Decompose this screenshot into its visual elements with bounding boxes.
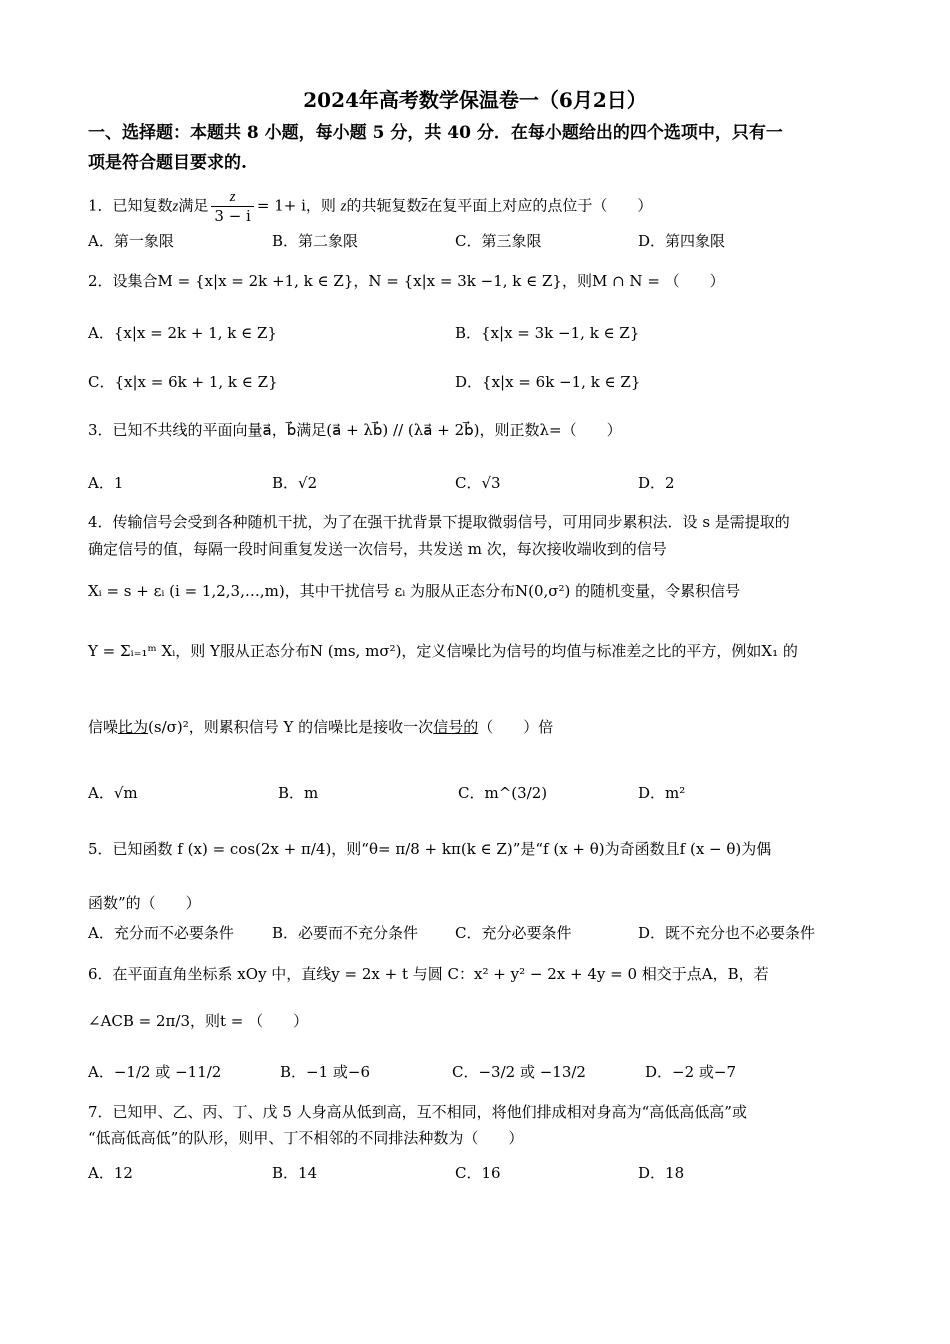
- q5-line-1: 5．已知函数 f (x) = cos(2x + π/4)，则“θ= π/8 + kπ(k ∈ Z)”是“f (x + θ)为奇函数且f (x − θ)为偶: [88, 840, 772, 858]
- section-heading-line2: 项是符合题目要求的.: [88, 153, 247, 173]
- q7-line-1: 7．已知甲、乙、丙、丁、戊 5 人身高从低到高，互不相同，将他们排成相对身高为“高低高低高”或: [88, 1103, 747, 1121]
- q7-option-b[interactable]: B．14: [272, 1164, 318, 1182]
- q4-option-d[interactable]: D．m²: [638, 784, 686, 802]
- q1-frac-num: z: [211, 188, 253, 207]
- q1-var: z: [172, 198, 179, 215]
- q7-option-a[interactable]: A．12: [88, 1164, 133, 1182]
- q1-fraction: [211, 188, 253, 225]
- q4-option-c[interactable]: C．m^(3/2): [458, 784, 548, 802]
- q1-option-d[interactable]: D．第四象限: [638, 232, 726, 250]
- q5-option-b[interactable]: B．必要而不充分条件: [272, 924, 419, 942]
- q5-option-a[interactable]: A．充分而不必要条件: [88, 924, 234, 942]
- q3-option-d[interactable]: D．2: [638, 474, 675, 492]
- q1-option-a[interactable]: A．第一象限: [88, 232, 174, 250]
- q1-text-b: 满足: [178, 196, 209, 215]
- q4-line-5: [88, 716, 553, 738]
- q7-line-2: “低高低高低”的队形，则甲、丁不相邻的不同排法种数为（ ）: [88, 1129, 524, 1147]
- q7-option-c[interactable]: C．16: [455, 1164, 501, 1182]
- q1-option-b[interactable]: B．第二象限: [272, 232, 359, 250]
- q4-line-1: 4．传输信号会受到各种随机干扰，为了在强干扰背景下提取微弱信号，可用同步累积法．设 s 是需提取的: [88, 513, 790, 531]
- q5-option-c[interactable]: C．充分必要条件: [455, 924, 572, 942]
- question-3: 3．已知不共线的平面向量a⃗，b⃗满足(a⃗ + λb⃗) // (λa⃗ + 2b⃗)，则正数λ=（ ）: [88, 421, 622, 439]
- q1-var-2: z: [340, 198, 347, 215]
- q4-option-a[interactable]: A．√m: [88, 784, 138, 802]
- q3-option-a[interactable]: A．1: [88, 474, 124, 492]
- q2-option-a[interactable]: A．{x|x = 2k + 1, k ∈ Z}: [88, 324, 277, 342]
- q6-line-2: ∠ACB = 2π/3，则t = （ ）: [88, 1012, 309, 1030]
- q1-conjugate: $\overline{z}$: [421, 198, 428, 215]
- q2-option-b[interactable]: B．{x|x = 3k −1, k ∈ Z}: [455, 324, 640, 342]
- question-1: [88, 188, 652, 225]
- q4-option-b[interactable]: B．m: [278, 784, 319, 802]
- q6-option-b[interactable]: B．−1 或−6: [280, 1063, 371, 1081]
- q5-line-2: 函数”的（ ）: [88, 894, 201, 912]
- q4-line5-a: 信噪: [88, 718, 119, 736]
- q1-text-e: 在复平面上对应的点位于（ ）: [427, 196, 653, 215]
- q4-line5-c: (s/σ)²，则累积信号 Y 的信噪比是接收一次: [148, 718, 434, 736]
- q1-option-c[interactable]: C．第三象限: [455, 232, 542, 250]
- q3-option-c[interactable]: C．√3: [455, 474, 501, 492]
- q6-option-a[interactable]: A．−1/2 或 −11/2: [88, 1063, 222, 1081]
- q4-line5-d: 信号的: [433, 718, 479, 736]
- page-title: 2024年高考数学保温卷一（6月2日）: [303, 88, 647, 112]
- section-heading-line1: 一、选择题：本题共 8 小题，每小题 5 分，共 40 分．在每小题给出的四个选项中，只有一: [88, 123, 783, 143]
- q4-line5-e: （ ）倍: [478, 718, 554, 736]
- q1-text-c: = 1+ i，则: [256, 196, 336, 215]
- q4-line5-b: 比为: [118, 718, 149, 736]
- q6-option-d[interactable]: D．−2 或−7: [645, 1063, 737, 1081]
- q7-option-d[interactable]: D．18: [638, 1164, 685, 1182]
- q3-option-b[interactable]: B．√2: [272, 474, 318, 492]
- q6-option-c[interactable]: C．−3/2 或 −13/2: [452, 1063, 586, 1081]
- q4-line-3: Xᵢ = s + εᵢ (i = 1,2,3,…,m)，其中干扰信号 εᵢ 为服从正态分布N(0,σ²) 的随机变量，令累积信号: [88, 582, 741, 600]
- q1-frac-den: 3 − i: [214, 207, 251, 225]
- q1-text-d: 的共轭复数: [346, 196, 422, 215]
- q2-option-c[interactable]: C．{x|x = 6k + 1, k ∈ Z}: [88, 373, 278, 391]
- q6-line-1: 6．在平面直角坐标系 xOy 中，直线y = 2x + t 与圆 C：x² + y² − 2x + 4y = 0 相交于点A，B，若: [88, 965, 769, 983]
- q4-line-2: 确定信号的值，每隔一段时间重复发送一次信号，共发送 m 次，每次接收端收到的信号: [88, 540, 667, 558]
- q2-option-d[interactable]: D．{x|x = 6k −1, k ∈ Z}: [455, 373, 641, 391]
- question-2: 2．设集合M = {x|x = 2k +1, k ∈ Z}，N = {x|x = 3k −1, k ∈ Z}，则M ∩ N = （ ）: [88, 272, 725, 290]
- q5-option-d[interactable]: D．既不充分也不必要条件: [638, 924, 816, 942]
- q4-line-4: Y = Σᵢ₌₁ᵐ Xᵢ，则 Y服从正态分布N (ms, mσ²)，定义信噪比为信号的均值与标准差之比的平方，例如X₁ 的: [88, 642, 798, 660]
- q1-text-a: 1．已知复数: [88, 196, 173, 215]
